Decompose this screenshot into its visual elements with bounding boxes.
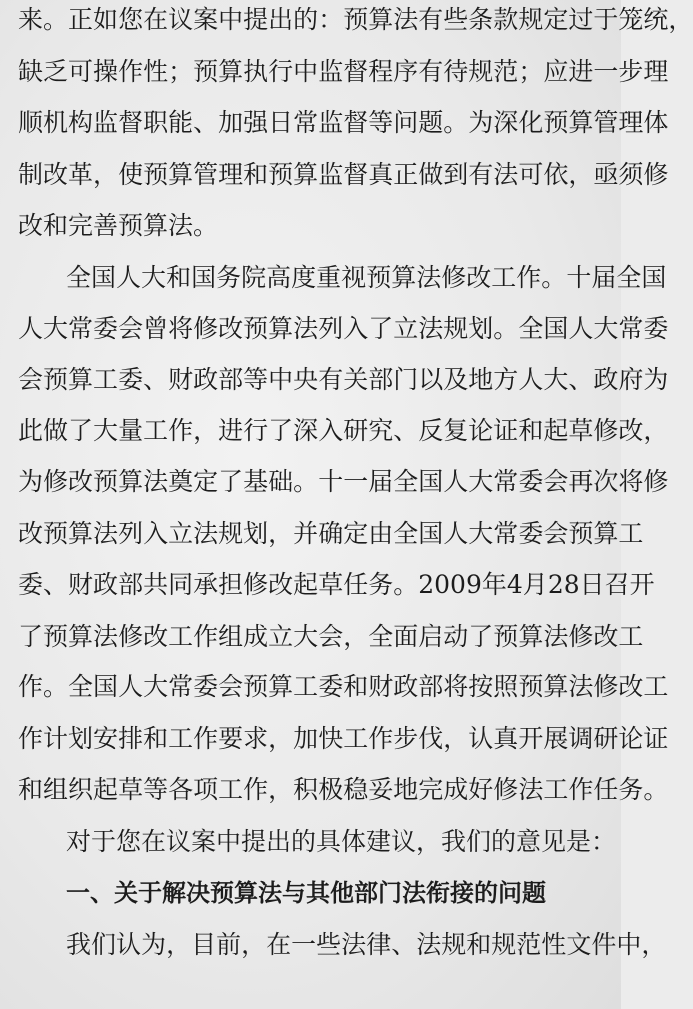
text-line: 为 修 改 预 算 法 奠 定 了 基 础 。 十 一 届 全 国 人 大 常 委 会 再 次 将 修 [18, 467, 669, 496]
text-line: 作 。 全 国 人 大 常 委 会 预 算 工 委 和 财 政 部 将 按 照 预 算 法 修 改 工 [18, 672, 669, 701]
text-line: 我 们 认 为 ， 目 前 ， 在 一 些 法 律 、 法 规 和 规 范 性 文 件 中 ， [66, 930, 667, 959]
text-line: 人 大 常 委 会 曾 将 修 改 预 算 法 列 入 了 立 法 规 划 。 全 国 人 大 常 委 [18, 314, 669, 343]
text-line: 对于您在议案中提出的具体建议，我们的意见是： [66, 827, 617, 856]
text-line: 会 预 算 工 委 、 财 政 部 等 中 央 有 关 部 门 以 及 地 方 人 大 、 政 府 为 [18, 365, 669, 394]
text-line: 委 、 财 政 部 共 同 承 担 修 改 起 草 任 务 。 2009 年 4 月 28 日 召 开 [18, 570, 655, 599]
text-line: 作 计 划 安 排 和 工 作 要 求 ， 加 快 工 作 步 伐 ， 认 真 开 展 调 研 论 证 [18, 724, 669, 753]
text-line: 和 组 织 起 草 等 各 项 工 作 ， 积 极 稳 妥 地 完 成 好 修 法 工 作 任 务 。 [18, 775, 669, 804]
text-line: 改 预 算 法 列 入 立 法 规 划 ， 并 确 定 由 全 国 人 大 常 委 会 预 算 工 [18, 519, 644, 548]
text-line: 此 做 了 大 量 工 作 ， 进 行 了 深 入 研 究 、 反 复 论 证 和 起 草 修 改 ， [18, 416, 669, 445]
text-line: 缺 乏 可 操 作 性 ； 预 算 执 行 中 监 督 程 序 有 待 规 范 ； 应 进 一 步 理 [18, 57, 669, 86]
section-heading: 一、关于解决预算法与其他部门法衔接的问题 [66, 879, 546, 907]
text-line: 了 预 算 法 修 改 工 作 组 成 立 大 会 ， 全 面 启 动 了 预 算 法 修 改 工 [18, 622, 644, 651]
text-line: 制 改 革 ， 使 预 算 管 理 和 预 算 监 督 真 正 做 到 有 法 可 依 ， 亟 须 修 [18, 160, 669, 189]
text-line: 改和完善预算法。 [18, 211, 219, 240]
text-line: 顺 机 构 监 督 职 能 、 加 强 日 常 监 督 等 问 题 。 为 深 化 预 算 管 理 体 [18, 108, 669, 137]
text-line: 全 国 人 大 和 国 务 院 高 度 重 视 预 算 法 修 改 工 作 。 十 届 全 国 [66, 263, 667, 292]
text-line: 来 。 正 如 您 在 议 案 中 提 出 的 ： 预 算 法 有 些 条 款 规 定 过 于 笼 统 ， [18, 5, 693, 34]
